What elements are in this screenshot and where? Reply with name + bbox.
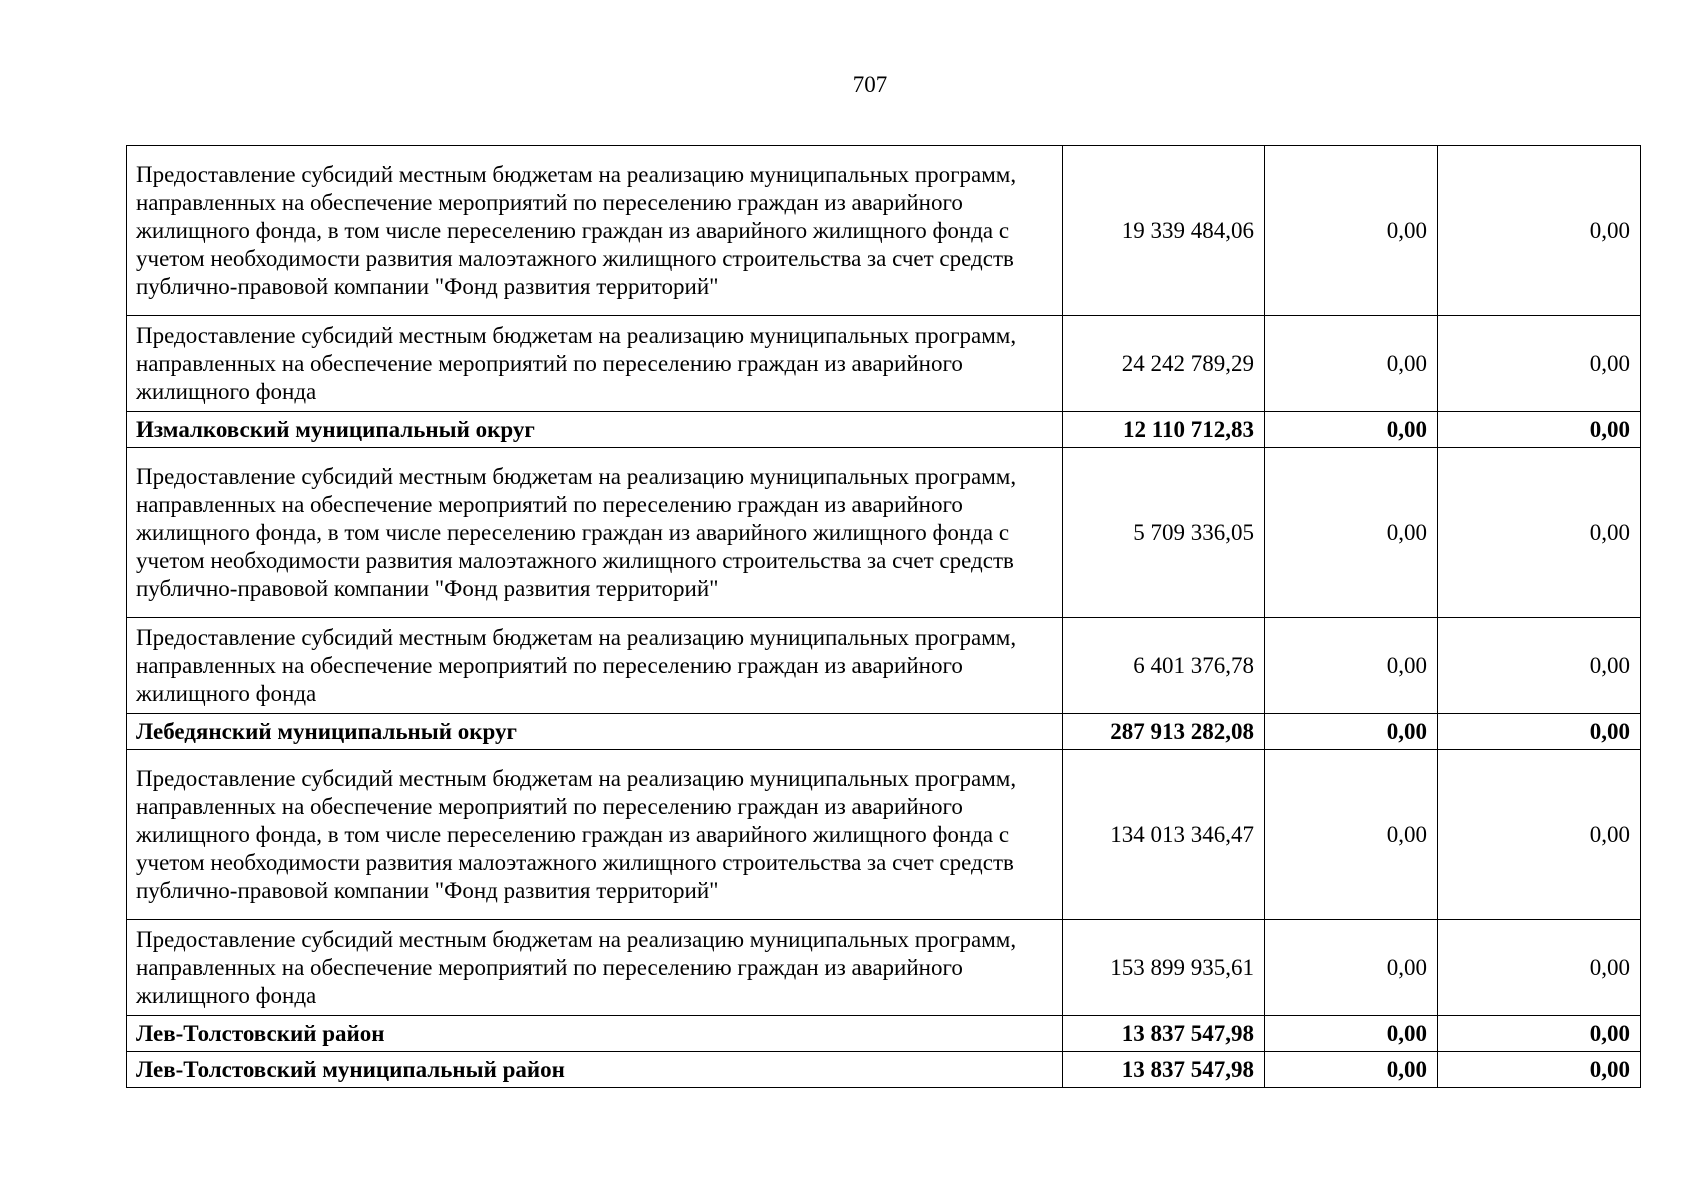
amount-cell-1: 153 899 935,61: [1063, 920, 1265, 1016]
page-number: 707: [852, 72, 888, 97]
table-row: [127, 920, 1641, 1016]
table-row: [127, 750, 1641, 920]
row-description: Предоставление субсидий местным бюджетам на реализацию муниципальных программ, направленных на обеспечение мероприятий по переселению граждан из аварийного жилищного фонда: [127, 920, 1063, 1016]
amount-cell-2: 0,00: [1265, 618, 1438, 714]
amount-cell-1: 13 837 547,98: [1063, 1052, 1265, 1088]
amount-cell-3: 0,00: [1438, 920, 1641, 1016]
amount-cell-3: 0,00: [1438, 1016, 1641, 1052]
row-description: Предоставление субсидий местным бюджетам на реализацию муниципальных программ, направленных на обеспечение мероприятий по переселению граждан из аварийного жилищного фонда, в том числе переселению граждан из аварийного жилищного фонда с учетом необходимости развития малоэтажного жилищного строительства за счет средств публично-правовой компании "Фонд развития территорий": [127, 750, 1063, 920]
amount-cell-3: 0,00: [1438, 146, 1641, 316]
table-row-total: [127, 1016, 1641, 1052]
amount-cell-2: 0,00: [1265, 714, 1438, 750]
amount-cell-2: 0,00: [1265, 920, 1438, 1016]
amount-cell-1: 5 709 336,05: [1063, 448, 1265, 618]
table-row-total: [127, 1052, 1641, 1088]
amount-cell-1: 287 913 282,08: [1063, 714, 1265, 750]
amount-cell-1: 24 242 789,29: [1063, 316, 1265, 412]
table-row: [127, 448, 1641, 618]
row-description: Лев-Толстовский муниципальный район: [127, 1052, 1063, 1088]
amount-cell-1: 19 339 484,06: [1063, 146, 1265, 316]
amount-cell-1: 13 837 547,98: [1063, 1016, 1265, 1052]
row-description: Лебедянский муниципальный округ: [127, 714, 1063, 750]
table-row-total: [127, 412, 1641, 448]
amount-cell-1: 12 110 712,83: [1063, 412, 1265, 448]
amount-cell-2: 0,00: [1265, 146, 1438, 316]
table-row-total: [127, 714, 1641, 750]
table-row: [127, 316, 1641, 412]
row-description: Предоставление субсидий местным бюджетам на реализацию муниципальных программ, направленных на обеспечение мероприятий по переселению граждан из аварийного жилищного фонда: [127, 316, 1063, 412]
amount-cell-3: 0,00: [1438, 750, 1641, 920]
amount-cell-1: 134 013 346,47: [1063, 750, 1265, 920]
row-description: Измалковский муниципальный округ: [127, 412, 1063, 448]
amount-cell-3: 0,00: [1438, 714, 1641, 750]
row-description: Предоставление субсидий местным бюджетам на реализацию муниципальных программ, направленных на обеспечение мероприятий по переселению граждан из аварийного жилищного фонда, в том числе переселению граждан из аварийного жилищного фонда с учетом необходимости развития малоэтажного жилищного строительства за счет средств публично-правовой компании "Фонд развития территорий": [127, 146, 1063, 316]
amount-cell-2: 0,00: [1265, 316, 1438, 412]
row-description: Предоставление субсидий местным бюджетам на реализацию муниципальных программ, направленных на обеспечение мероприятий по переселению граждан из аварийного жилищного фонда, в том числе переселению граждан из аварийного жилищного фонда с учетом необходимости развития малоэтажного жилищного строительства за счет средств публично-правовой компании "Фонд развития территорий": [127, 448, 1063, 618]
amount-cell-3: 0,00: [1438, 412, 1641, 448]
amount-cell-2: 0,00: [1265, 1052, 1438, 1088]
row-description: Лев-Толстовский район: [127, 1016, 1063, 1052]
amount-cell-2: 0,00: [1265, 448, 1438, 618]
amount-cell-2: 0,00: [1265, 412, 1438, 448]
amount-cell-3: 0,00: [1438, 316, 1641, 412]
amount-cell-1: 6 401 376,78: [1063, 618, 1265, 714]
amount-cell-2: 0,00: [1265, 750, 1438, 920]
row-description: Предоставление субсидий местным бюджетам на реализацию муниципальных программ, направленных на обеспечение мероприятий по переселению граждан из аварийного жилищного фонда: [127, 618, 1063, 714]
budget-table: [126, 145, 1641, 1088]
amount-cell-3: 0,00: [1438, 448, 1641, 618]
amount-cell-3: 0,00: [1438, 618, 1641, 714]
table-row: [127, 618, 1641, 714]
amount-cell-3: 0,00: [1438, 1052, 1641, 1088]
table-row: [127, 146, 1641, 316]
amount-cell-2: 0,00: [1265, 1016, 1438, 1052]
